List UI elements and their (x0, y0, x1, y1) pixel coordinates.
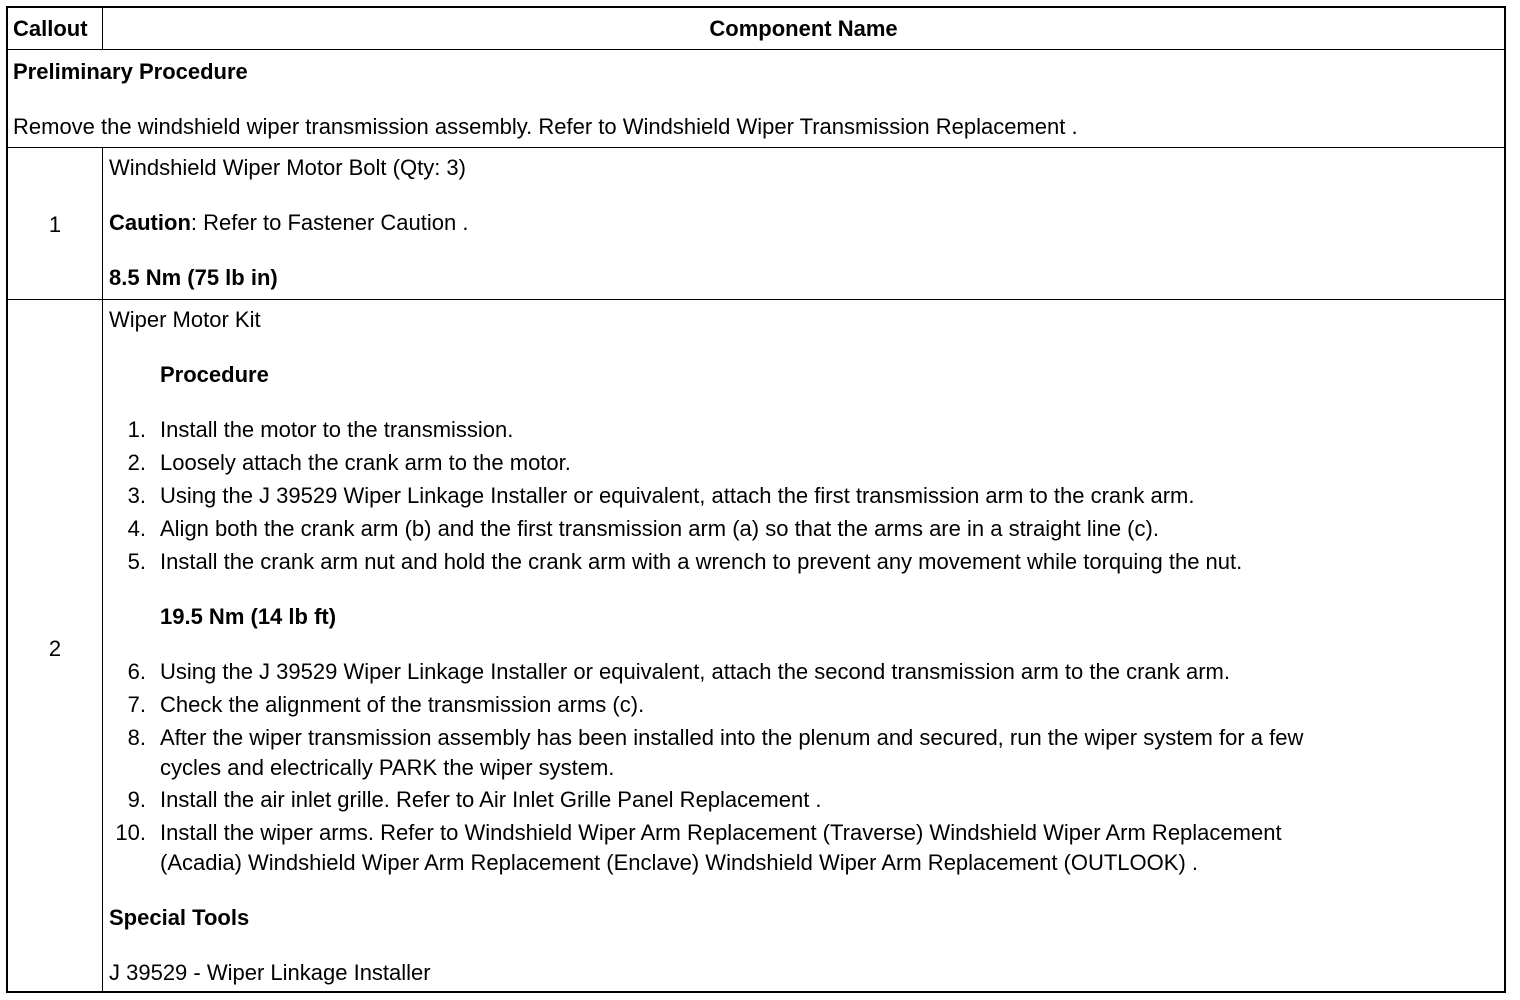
step-text: Align both the crank arm (b) and the first transmission arm (a) so that the arms are in a straight line (c). (160, 516, 1159, 541)
special-tools-title: Special Tools (109, 905, 250, 930)
component-cell (103, 300, 1504, 991)
step-number: 10. (115, 820, 146, 845)
caution-line (109, 210, 468, 236)
header-callout-cell (8, 8, 103, 49)
step-text: Install the wiper arms. Refer to Windshield Wiper Arm Replacement (Traverse) Windshield Wiper Arm Replacement (160, 820, 1282, 845)
step-number: 6. (127, 659, 146, 684)
step-text: Check the alignment of the transmission arms (c). (160, 692, 645, 717)
preliminary-title: Preliminary Procedure (13, 59, 248, 84)
special-tool-item: J 39529 - Wiper Linkage Installer (109, 960, 431, 985)
step-text: Using the J 39529 Wiper Linkage Installer or equivalent, attach the second transmission arm to the crank arm. (160, 659, 1230, 684)
step-text: Loosely attach the crank arm to the motor. (160, 450, 571, 475)
caution-text: : Refer to Fastener Caution . (190, 210, 469, 235)
procedure-title: Procedure (160, 362, 269, 387)
torque-spec: 19.5 Nm (14 lb ft) (160, 604, 337, 629)
component-cell (103, 148, 1504, 299)
step-number: 2. (127, 450, 146, 475)
step-text: Install the motor to the transmission. (160, 417, 514, 442)
callout-number: 2 (48, 636, 62, 661)
component-name: Wiper Motor Kit (109, 307, 261, 332)
step-text-continued: (Acadia) Windshield Wiper Arm Replacement (Enclave) Windshield Wiper Arm Replacement (OUTLOOK) . (160, 850, 1198, 875)
table-row (8, 148, 1504, 300)
step-text: Install the air inlet grille. Refer to Air Inlet Grille Panel Replacement . (160, 787, 822, 812)
step-number: 1. (127, 417, 146, 442)
header-component-cell (103, 8, 1504, 49)
step-text: Using the J 39529 Wiper Linkage Installer or equivalent, attach the first transmission arm to the crank arm. (160, 483, 1195, 508)
caution-label: Caution (109, 210, 191, 235)
torque-spec: 8.5 Nm (75 lb in) (109, 265, 278, 290)
step-text: After the wiper transmission assembly has been installed into the plenum and secured, run the wiper system for a few (160, 725, 1304, 750)
header-component-name: Component Name (709, 16, 898, 41)
table-row (8, 300, 1504, 991)
step-text-continued: cycles and electrically PARK the wiper system. (160, 755, 615, 780)
component-name: Windshield Wiper Motor Bolt (Qty: 3) (109, 155, 466, 180)
step-text: Install the crank arm nut and hold the crank arm with a wrench to prevent any movement while torquing the nut. (160, 549, 1243, 574)
component-table (6, 6, 1506, 993)
step-number: 7. (127, 692, 146, 717)
step-number: 3. (127, 483, 146, 508)
callout-cell (8, 148, 103, 299)
callout-number: 1 (48, 212, 62, 237)
step-number: 4. (127, 516, 146, 541)
table-header-row (8, 8, 1504, 50)
preliminary-text: Remove the windshield wiper transmission assembly. Refer to Windshield Wiper Transmission Replacement . (13, 114, 1078, 139)
header-callout: Callout (13, 16, 88, 41)
callout-cell (8, 300, 103, 991)
step-number: 9. (127, 787, 146, 812)
preliminary-row (8, 50, 1504, 148)
step-number: 5. (127, 549, 146, 574)
step-number: 8. (127, 725, 146, 750)
